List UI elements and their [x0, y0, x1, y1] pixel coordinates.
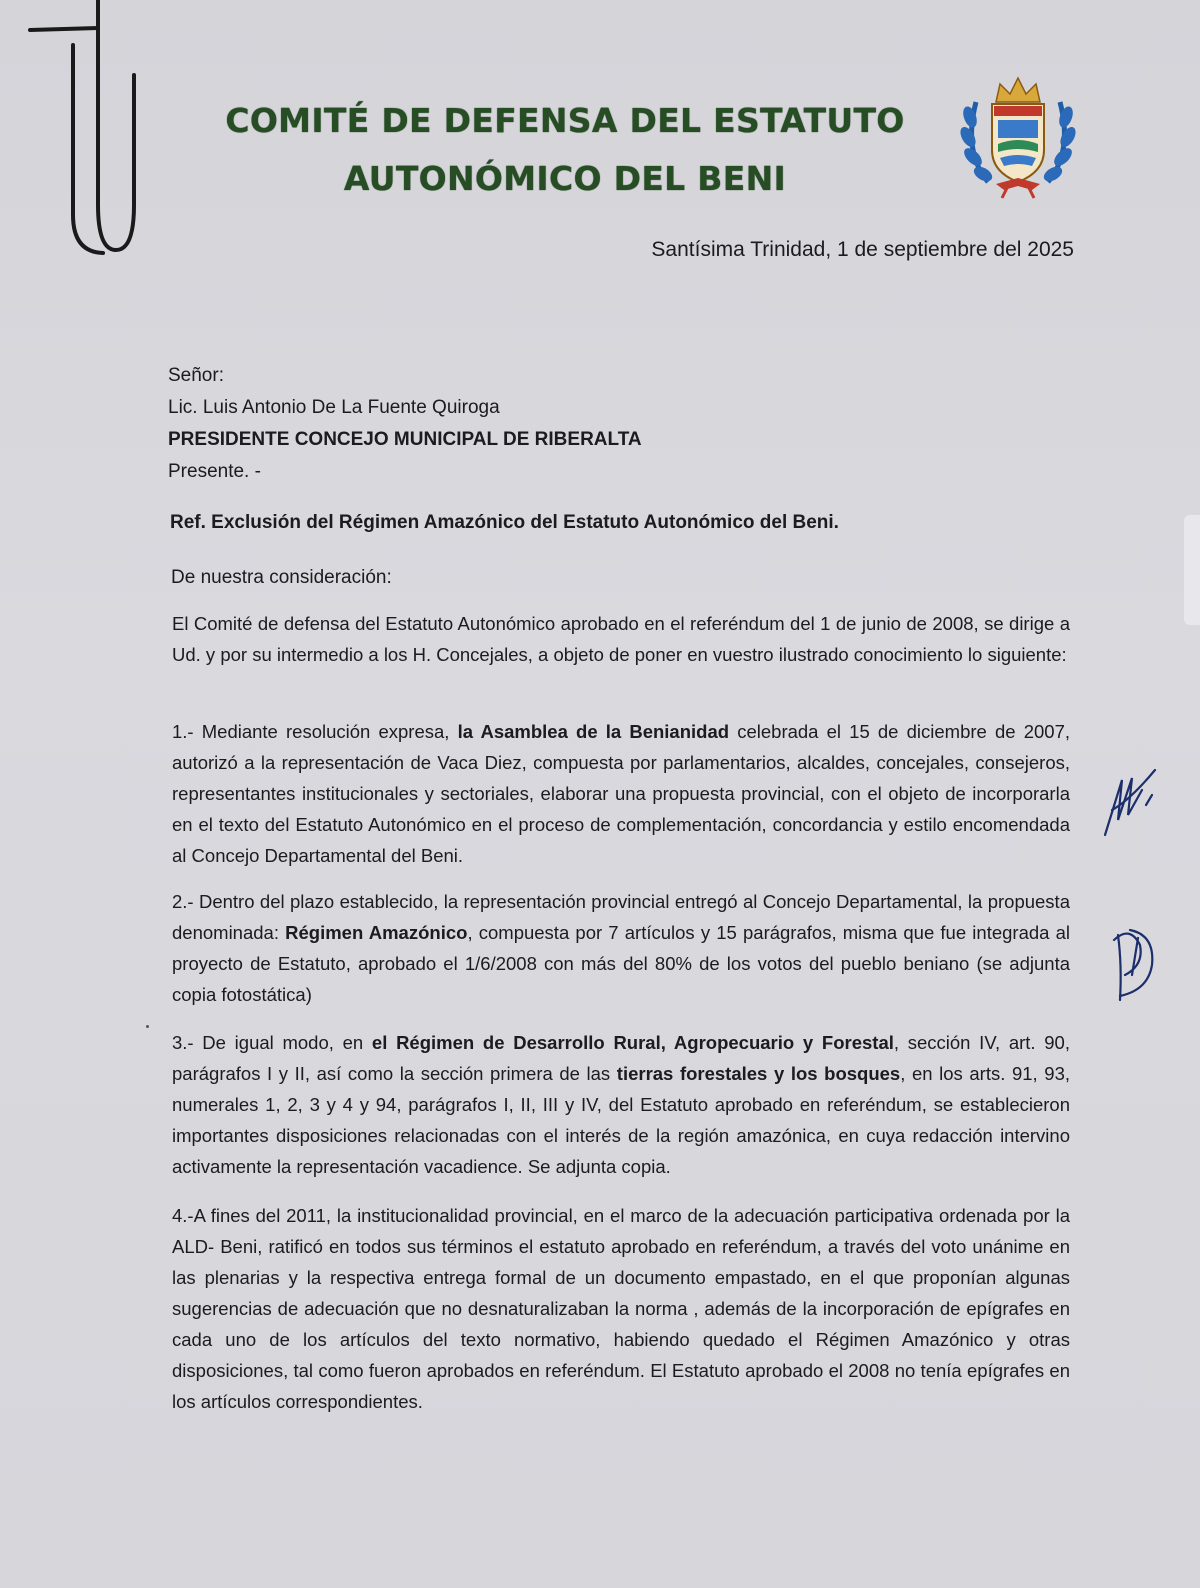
point-3-bold-2: tierras forestales y los bosques [616, 1063, 901, 1084]
point-2-bold: Régimen Amazónico [285, 922, 468, 943]
addressee-position: PRESIDENTE CONCEJO MUNICIPAL DE RIBERALTA [168, 429, 642, 450]
document-title [175, 92, 955, 208]
point-2-text-c: , compuesta por 7 artículos y 15 parágrafos, misma que fue integrada al proyecto de Estatuto, aprobado el 1/6/2008 con más del 80% de los votos del pueblo beniano (se adjunta copia fotostática) [172, 922, 1070, 1005]
point-1-bold: la Asamblea de la Benianidad [457, 721, 730, 742]
point-3-text-c: , sección IV, art. 90, parágrafos I y II, así como la sección primera de las [172, 1032, 1070, 1084]
title-line-2: AUTONÓMICO DEL BENI [343, 159, 787, 198]
reference-line: Ref. Exclusión del Régimen Amazónico del Estatuto Autonómico del Beni. [170, 512, 839, 533]
page-edge-tab [1184, 515, 1200, 625]
point-1-text-c: celebrada el 15 de diciembre de 2007, autorizó a la representación de Vaca Diez, compuesta por parlamentarios, alcaldes, concejales, consejeros, representantes institucionales y sectoriales, elaborar una propuesta provincial, con el objeto de incorporarla en el texto del Estatuto Autonómico en el proceso de complementación, concordancia y estilo encomendada al Concejo Departamental del Beni. [172, 721, 1070, 866]
point-3-bold-1: el Régimen de Desarrollo Rural, Agropecuario y Forestal [371, 1032, 894, 1053]
beni-coat-of-arms-icon [958, 72, 1078, 202]
point-1-text-a: 1.- Mediante resolución expresa, [172, 721, 458, 742]
addressee-block [168, 360, 642, 488]
paper-speck [146, 1025, 149, 1028]
point-3-text-a: 3.- De igual modo, en [172, 1032, 372, 1053]
handwritten-initials-icon [1100, 760, 1170, 1020]
title-line-1: COMITÉ DE DEFENSA DEL ESTATUTO [225, 101, 905, 140]
point-3-paragraph [172, 1027, 1070, 1182]
intro-paragraph: El Comité de defensa del Estatuto Autonómico aprobado en el referéndum del 1 de junio de 2008, se dirige a Ud. y por su intermedio a los H. Concejales, a objeto de poner en vuestro ilustrado conocimiento lo siguiente: [172, 613, 1070, 665]
addressee-presente: Presente. - [168, 461, 261, 482]
addressee-salutation: Señor: [168, 365, 224, 386]
point-2-text-a: 2.- Dentro del plazo establecido, la representación provincial entregó al Concejo Departamental, la propuesta denominada: [172, 891, 1070, 943]
letter-date: Santísima Trinidad, 1 de septiembre del 2025 [651, 238, 1074, 261]
point-2-paragraph [172, 886, 1070, 1010]
addressee-name: Lic. Luis Antonio De La Fuente Quiroga [168, 397, 500, 418]
paperclip-icon [28, 0, 148, 260]
greeting: De nuestra consideración: [171, 567, 392, 588]
point-3-text-e: , en los arts. 91, 93, numerales 1, 2, 3 y 4 y 94, parágrafos I, II, III y IV, del Estatuto aprobado en referéndum, se establecieron importantes disposiciones relacionadas con el interés de la región amazónica, en cuya redacción intervino activamente la representación vacadience. Se adjunta copia. [172, 1063, 1070, 1177]
point-4-paragraph: 4.-A fines del 2011, la institucionalidad provincial, en el marco de la adecuación participativa ordenada por la ALD- Beni, ratificó en todos sus términos el estatuto aprobado en referéndum, a través del voto unánime en las plenarias y la respectiva entrega formal de un documento empastado, en el que proponían algunas sugerencias de adecuación que no desnaturalizaban la norma , además de la incorporación de epígrafes en cada uno de los artículos del texto normativo, habiendo quedado el Régimen Amazónico y otras disposiciones, tal como fueron aprobados en referéndum. El Estatuto aprobado el 2008 no tenía epígrafes en los artículos correspondientes. [172, 1205, 1070, 1412]
point-1-paragraph [172, 716, 1070, 871]
